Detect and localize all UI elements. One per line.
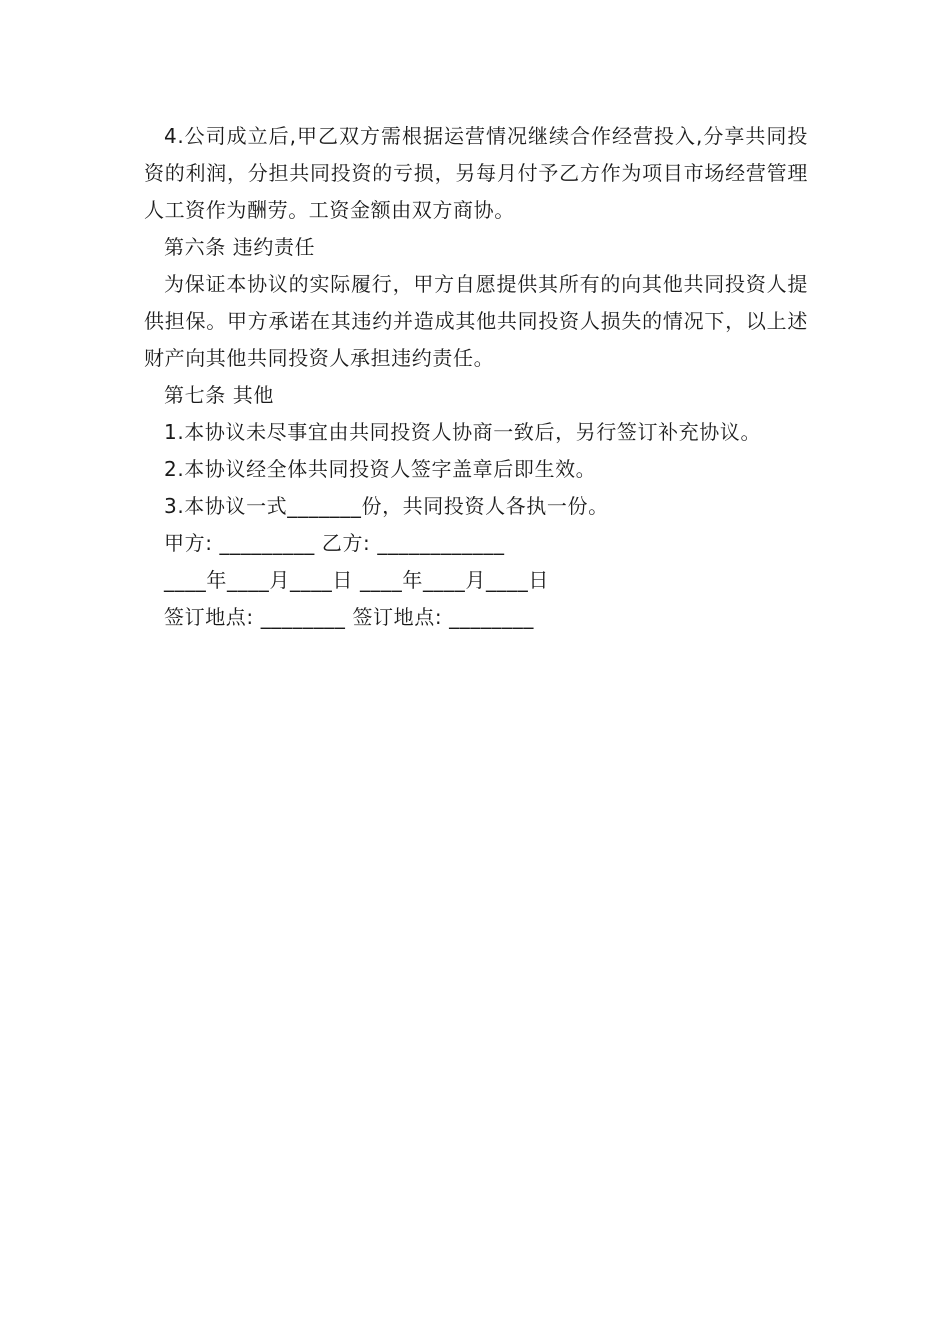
- article-6-heading: 第六条 违约责任: [164, 235, 316, 259]
- article-7-item-2: 2.本协议经全体共同投资人签字盖章后即生效。: [164, 457, 597, 481]
- document-body: [144, 118, 808, 636]
- article-7-item-1: 1.本协议未尽事宜由共同投资人协商一致后，另行签订补充协议。: [164, 420, 762, 444]
- signature-places-line: 签订地点: ________ 签订地点: ________: [164, 605, 534, 629]
- article-6-paragraph: 为保证本协议的实际履行，甲方自愿提供其所有的向其他共同投资人提供担保。甲方承诺在其违约并造成其他共同投资人损失的情况下，以上述财产向其他共同投资人承担违约责任。: [144, 272, 808, 370]
- signature-parties-line: 甲方: _________ 乙方: ____________: [164, 531, 505, 555]
- article-7-heading: 第七条 其他: [164, 383, 274, 407]
- clause-4-paragraph: 4.公司成立后,甲乙双方需根据运营情况继续合作经营投入,分享共同投资的利润，分担共同投资的亏损，另每月付予乙方作为项目市场经营管理人工资作为酬劳。工资金额由双方商协。: [144, 124, 808, 222]
- article-7-item-3: 3.本协议一式_______份，共同投资人各执一份。: [164, 494, 609, 518]
- signature-dates-line: ____年____月____日 ____年____月____日: [164, 568, 549, 592]
